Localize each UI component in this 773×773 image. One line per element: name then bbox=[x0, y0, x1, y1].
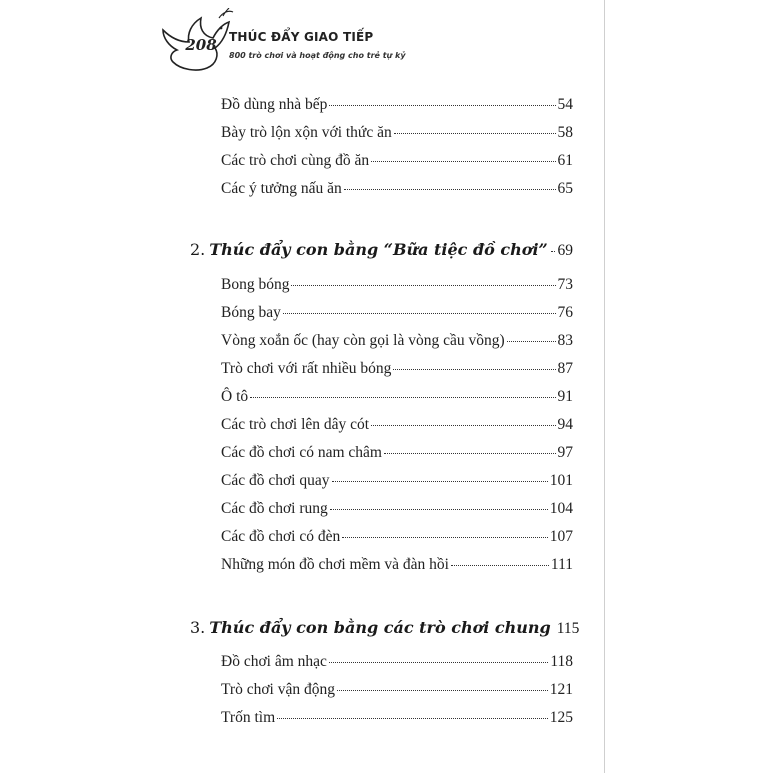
leader-dots bbox=[384, 452, 556, 454]
leader-dots bbox=[344, 188, 556, 190]
entry-page: 83 bbox=[557, 332, 573, 349]
leader-dots bbox=[451, 564, 549, 566]
entry-page: 121 bbox=[549, 681, 573, 698]
entry-label: Các trò chơi lên dây cót bbox=[221, 416, 370, 433]
entry-label: Các đồ chơi có đèn bbox=[221, 528, 341, 545]
toc-entry[interactable] bbox=[221, 360, 573, 378]
entry-label: Bày trò lộn xộn với thức ăn bbox=[221, 124, 392, 141]
entry-label: Các trò chơi cùng đồ ăn bbox=[221, 152, 370, 169]
entry-page: 76 bbox=[557, 304, 573, 321]
toc-entry[interactable] bbox=[221, 681, 573, 699]
entry-page: 65 bbox=[557, 180, 573, 197]
leader-dots bbox=[371, 424, 555, 426]
section-title: Thúc đẩy con bằng “Bữa tiệc đồ chơi” bbox=[209, 240, 548, 259]
entry-page: 91 bbox=[557, 388, 573, 405]
toc-entry[interactable] bbox=[221, 388, 573, 406]
entry-page: 111 bbox=[550, 556, 573, 573]
leader-dots bbox=[393, 368, 555, 370]
toc-entry[interactable] bbox=[221, 653, 573, 671]
toc-entry[interactable] bbox=[221, 124, 573, 142]
page-number: 208 bbox=[185, 36, 217, 54]
entry-page: 94 bbox=[557, 416, 573, 433]
entry-page: 73 bbox=[557, 276, 573, 293]
leader-dots bbox=[329, 104, 555, 106]
entry-label: Bóng bay bbox=[221, 304, 281, 321]
entry-label: Vòng xoắn ốc (hay còn gọi là vòng cầu vồng) bbox=[221, 332, 505, 349]
section-number: 3. bbox=[190, 618, 206, 637]
entry-label: Trốn tìm bbox=[221, 709, 276, 726]
toc-entry[interactable] bbox=[221, 416, 573, 434]
page-edge bbox=[604, 0, 605, 773]
leader-dots bbox=[329, 661, 548, 663]
entry-page: 58 bbox=[557, 124, 573, 141]
toc-entry[interactable] bbox=[221, 709, 573, 727]
entry-page: 87 bbox=[557, 360, 573, 377]
entry-label: Bong bóng bbox=[221, 276, 290, 293]
toc-entry[interactable] bbox=[221, 180, 573, 198]
section-page: 69 bbox=[557, 242, 573, 259]
leader-dots bbox=[394, 132, 556, 134]
entry-page: 61 bbox=[557, 152, 573, 169]
entry-page: 104 bbox=[549, 500, 573, 517]
leader-dots bbox=[291, 284, 555, 286]
toc-entry[interactable] bbox=[221, 500, 573, 518]
running-header bbox=[157, 8, 457, 78]
leader-dots bbox=[342, 536, 548, 538]
section-page: 115 bbox=[556, 620, 580, 637]
entry-label: Trò chơi vận động bbox=[221, 681, 335, 698]
toc-entry[interactable] bbox=[221, 472, 573, 490]
leader-dots bbox=[332, 480, 548, 482]
leader-dots bbox=[551, 250, 555, 252]
leader-dots bbox=[330, 508, 548, 510]
entry-page: 97 bbox=[557, 444, 573, 461]
entry-label: Trò chơi với rất nhiều bóng bbox=[221, 360, 392, 377]
entry-page: 118 bbox=[550, 653, 573, 670]
entry-page: 107 bbox=[549, 528, 573, 545]
section-heading[interactable] bbox=[190, 240, 573, 260]
section-number: 2. bbox=[190, 240, 206, 259]
entry-label: Ô tô bbox=[221, 388, 249, 405]
entry-label: Các ý tưởng nấu ăn bbox=[221, 180, 342, 197]
toc-entry[interactable] bbox=[221, 276, 573, 294]
leader-dots bbox=[250, 396, 555, 398]
entry-page: 125 bbox=[549, 709, 573, 726]
section-heading[interactable] bbox=[190, 618, 580, 638]
toc-entry[interactable] bbox=[221, 152, 573, 170]
toc-entry[interactable] bbox=[221, 304, 573, 322]
leader-dots bbox=[277, 717, 548, 719]
leader-dots bbox=[371, 160, 555, 162]
toc-entry[interactable] bbox=[221, 96, 573, 114]
entry-label: Các đồ chơi rung bbox=[221, 500, 328, 517]
entry-label: Các đồ chơi có nam châm bbox=[221, 444, 382, 461]
leader-dots bbox=[337, 689, 548, 691]
entry-label: Các đồ chơi quay bbox=[221, 472, 330, 489]
book-title: THÚC ĐẨY GIAO TIẾP bbox=[229, 30, 374, 44]
entry-label: Những món đồ chơi mềm và đàn hồi bbox=[221, 556, 449, 573]
leader-dots bbox=[507, 340, 556, 342]
entry-page: 54 bbox=[557, 96, 573, 113]
entry-label: Đồ chơi âm nhạc bbox=[221, 653, 327, 670]
book-subtitle: 800 trò chơi và hoạt động cho trẻ tự kỷ bbox=[229, 51, 406, 60]
section-title: Thúc đẩy con bằng các trò chơi chung bbox=[209, 618, 551, 637]
toc-entry[interactable] bbox=[221, 528, 573, 546]
leader-dots bbox=[283, 312, 556, 314]
entry-label: Đồ dùng nhà bếp bbox=[221, 96, 328, 113]
entry-page: 101 bbox=[549, 472, 573, 489]
toc-entry[interactable] bbox=[221, 332, 573, 350]
toc-entry[interactable] bbox=[221, 444, 573, 462]
toc-entry[interactable] bbox=[221, 556, 573, 574]
